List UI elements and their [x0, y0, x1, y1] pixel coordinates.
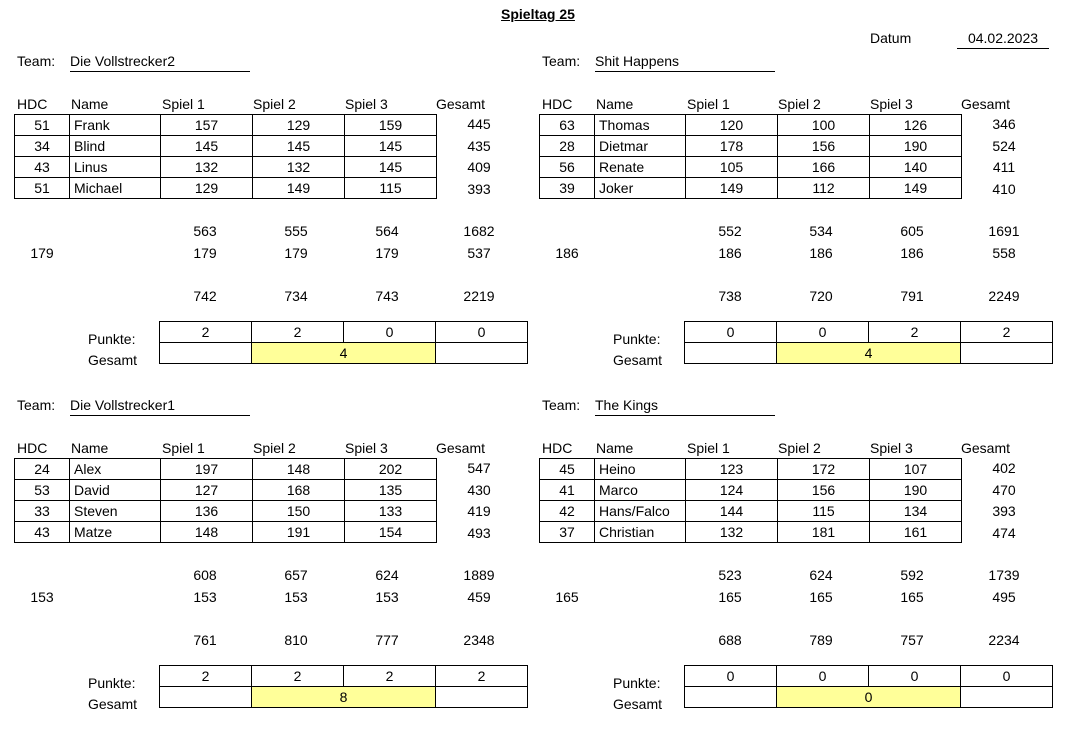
- punkte-row: [685, 666, 1053, 687]
- spiel2-cell: 172: [778, 459, 870, 480]
- punkte-cell: 0: [685, 322, 777, 343]
- hdc-cell: 51: [15, 178, 70, 199]
- gesamt-empty-cell: [961, 687, 1053, 708]
- table-row: [15, 115, 437, 136]
- final-total: 2348: [463, 632, 495, 648]
- hdc_row-s2: 165: [809, 589, 833, 605]
- spiel3-cell: 134: [870, 501, 962, 522]
- gesamt-empty-cell: [685, 343, 777, 364]
- col-header-gesamt: Gesamt: [961, 440, 1011, 456]
- name-cell: Blind: [70, 136, 161, 157]
- punkte-cell: 2: [160, 666, 252, 687]
- table-row: [540, 501, 962, 522]
- total-cell: 445: [467, 116, 491, 132]
- spiel3-cell: 190: [870, 480, 962, 501]
- punkte-cell: 0: [436, 322, 528, 343]
- sum-s2: 534: [809, 223, 833, 239]
- total-cell: 402: [992, 460, 1016, 476]
- hdc_row-s1: 186: [718, 245, 742, 261]
- spiel2-cell: 156: [778, 480, 870, 501]
- spiel3-cell: 107: [870, 459, 962, 480]
- name-cell: Michael: [70, 178, 161, 199]
- col-header-name: Name: [71, 440, 109, 456]
- spiel1-cell: 148: [161, 522, 253, 543]
- team-block: [14, 389, 554, 734]
- final-s1: 761: [193, 632, 217, 648]
- col-header-hdc: HDC: [542, 96, 573, 112]
- hdc_row-s1: 165: [718, 589, 742, 605]
- punkte-row: [685, 322, 1053, 343]
- sum-s1: 608: [193, 567, 217, 583]
- final-s2: 789: [809, 632, 833, 648]
- name-cell: Frank: [70, 115, 161, 136]
- col-header-spiel1: Spiel 1: [162, 96, 205, 112]
- final-s2: 810: [284, 632, 308, 648]
- col-header-spiel3: Spiel 3: [870, 96, 913, 112]
- spiel1-cell: 129: [161, 178, 253, 199]
- col-header-spiel1: Spiel 1: [687, 96, 730, 112]
- col-header-name: Name: [71, 96, 109, 112]
- spiel3-cell: 140: [870, 157, 962, 178]
- spiel1-cell: 149: [686, 178, 778, 199]
- spiel1-cell: 124: [686, 480, 778, 501]
- table-row: [15, 178, 437, 199]
- name-cell: Heino: [595, 459, 686, 480]
- hdc-cell: 34: [15, 136, 70, 157]
- spiel1-cell: 120: [686, 115, 778, 136]
- datum-label: Datum: [870, 30, 912, 46]
- hdc-total: 179: [30, 245, 54, 261]
- name-cell: Dietmar: [595, 136, 686, 157]
- sum-s3: 564: [375, 223, 399, 239]
- spiel2-cell: 181: [778, 522, 870, 543]
- team-label: Team:: [542, 53, 581, 69]
- spiel1-cell: 132: [686, 522, 778, 543]
- spiel2-cell: 166: [778, 157, 870, 178]
- hdc_row-s2: 153: [284, 589, 308, 605]
- hdc_row-total: 495: [992, 589, 1016, 605]
- hdc-cell: 45: [540, 459, 595, 480]
- gesamt-label: Gesamt: [613, 696, 663, 712]
- hdc-cell: 42: [540, 501, 595, 522]
- final-s3: 777: [375, 632, 399, 648]
- col-header-spiel2: Spiel 2: [253, 96, 296, 112]
- spiel2-cell: 129: [253, 115, 345, 136]
- punkte-cell: 2: [344, 666, 436, 687]
- sum-s3: 592: [900, 567, 924, 583]
- hdc_row-s1: 153: [193, 589, 217, 605]
- total-cell: 393: [992, 503, 1016, 519]
- spiel2-cell: 145: [253, 136, 345, 157]
- spiel2-cell: 156: [778, 136, 870, 157]
- hdc-total: 165: [555, 589, 579, 605]
- total-cell: 547: [467, 460, 491, 476]
- col-header-hdc: HDC: [17, 440, 48, 456]
- spiel3-cell: 154: [345, 522, 437, 543]
- col-header-gesamt: Gesamt: [436, 440, 486, 456]
- name-cell: David: [70, 480, 161, 501]
- hdc-cell: 56: [540, 157, 595, 178]
- col-header-spiel1: Spiel 1: [162, 440, 205, 456]
- gesamt-points: 4: [252, 343, 436, 364]
- punkte-cell: 0: [961, 666, 1053, 687]
- punkte-row: [160, 666, 528, 687]
- gesamt-empty-cell: [961, 343, 1053, 364]
- player-table: [539, 114, 962, 199]
- gesamt-row: [685, 687, 1053, 708]
- hdc-cell: 53: [15, 480, 70, 501]
- name-cell: Alex: [70, 459, 161, 480]
- final-s1: 688: [718, 632, 742, 648]
- hdc-cell: 37: [540, 522, 595, 543]
- total-cell: 409: [467, 159, 491, 175]
- punkte-cell: 2: [160, 322, 252, 343]
- total-cell: 430: [467, 481, 491, 498]
- punkte-cell: 0: [777, 666, 869, 687]
- col-header-spiel2: Spiel 2: [778, 440, 821, 456]
- gesamt-empty-cell: [160, 343, 252, 364]
- spiel3-cell: 135: [345, 480, 437, 501]
- hdc-total: 153: [30, 589, 54, 605]
- final-s1: 738: [718, 288, 742, 304]
- hdc_row-s3: 179: [375, 245, 399, 261]
- team-name: The Kings: [595, 397, 775, 416]
- spiel2-cell: 100: [778, 115, 870, 136]
- points-table: [684, 665, 1053, 708]
- punkte-cell: 0: [777, 322, 869, 343]
- sum-s2: 657: [284, 567, 308, 583]
- name-cell: Matze: [70, 522, 161, 543]
- hdc-cell: 39: [540, 178, 595, 199]
- total-cell: 393: [467, 180, 491, 197]
- punkte-cell: 2: [869, 322, 961, 343]
- sum-s1: 552: [718, 223, 742, 239]
- total-cell: 524: [992, 137, 1016, 154]
- col-header-hdc: HDC: [17, 96, 48, 112]
- col-header-name: Name: [596, 440, 634, 456]
- total-cell: 435: [467, 137, 491, 154]
- table-row: [540, 459, 962, 480]
- sum-s1: 523: [718, 567, 742, 583]
- final-s3: 743: [375, 288, 399, 304]
- player-table: [539, 458, 962, 543]
- gesamt-row: [160, 343, 528, 364]
- points-table: [159, 665, 528, 708]
- total-cell: 411: [992, 159, 1016, 175]
- spiel3-cell: 115: [345, 178, 437, 199]
- player-table: [14, 114, 437, 199]
- team-name: Die Vollstrecker1: [70, 397, 250, 416]
- page-title: Spieltag 25: [501, 6, 575, 22]
- punkte-cell: 2: [252, 322, 344, 343]
- gesamt-points: 4: [777, 343, 961, 364]
- final-s1: 742: [193, 288, 217, 304]
- spiel3-cell: 133: [345, 501, 437, 522]
- table-row: [540, 178, 962, 199]
- table-row: [540, 522, 962, 543]
- spiel3-cell: 126: [870, 115, 962, 136]
- spiel2-cell: 115: [778, 501, 870, 522]
- hdc-cell: 28: [540, 136, 595, 157]
- punkte-label: Punkte:: [88, 331, 136, 347]
- spiel1-cell: 144: [686, 501, 778, 522]
- spiel1-cell: 145: [161, 136, 253, 157]
- name-cell: Marco: [595, 480, 686, 501]
- points-table: [684, 321, 1053, 364]
- gesamt-empty-cell: [160, 687, 252, 708]
- punkte-cell: 2: [252, 666, 344, 687]
- final-total: 2234: [988, 632, 1020, 648]
- hdc-cell: 43: [15, 522, 70, 543]
- gesamt-row: [160, 687, 528, 708]
- final-s2: 734: [284, 288, 308, 304]
- total-cell: 346: [992, 116, 1016, 132]
- team-block: [539, 45, 1076, 390]
- final-total: 2249: [988, 288, 1020, 304]
- spiel1-cell: 105: [686, 157, 778, 178]
- spiel3-cell: 161: [870, 522, 962, 543]
- hdc-cell: 24: [15, 459, 70, 480]
- col-header-gesamt: Gesamt: [961, 96, 1011, 112]
- team-block: [539, 389, 1076, 734]
- datum-value: 04.02.2023: [957, 30, 1049, 49]
- team-block: [14, 45, 554, 390]
- col-header-spiel2: Spiel 2: [778, 96, 821, 112]
- table-row: [15, 157, 437, 178]
- name-cell: Renate: [595, 157, 686, 178]
- team-name: Shit Happens: [595, 53, 775, 72]
- table-row: [15, 480, 437, 501]
- spiel1-cell: 127: [161, 480, 253, 501]
- spiel3-cell: 145: [345, 157, 437, 178]
- col-header-spiel2: Spiel 2: [253, 440, 296, 456]
- hdc-cell: 63: [540, 115, 595, 136]
- spiel2-cell: 191: [253, 522, 345, 543]
- team-name: Die Vollstrecker2: [70, 53, 250, 72]
- punkte-cell: 0: [344, 322, 436, 343]
- spiel2-cell: 148: [253, 459, 345, 480]
- total-cell: 493: [467, 524, 491, 541]
- spiel2-cell: 132: [253, 157, 345, 178]
- spiel1-cell: 178: [686, 136, 778, 157]
- spiel1-cell: 197: [161, 459, 253, 480]
- hdc_row-s2: 186: [809, 245, 833, 261]
- spiel2-cell: 149: [253, 178, 345, 199]
- name-cell: Thomas: [595, 115, 686, 136]
- total-cell: 410: [992, 180, 1016, 197]
- hdc_row-s3: 186: [900, 245, 924, 261]
- sum-total: 1889: [463, 567, 495, 583]
- spiel1-cell: 123: [686, 459, 778, 480]
- name-cell: Christian: [595, 522, 686, 543]
- punkte-cell: 0: [685, 666, 777, 687]
- hdc_row-s2: 179: [284, 245, 308, 261]
- sum-s3: 605: [900, 223, 924, 239]
- hdc-cell: 41: [540, 480, 595, 501]
- spiel1-cell: 132: [161, 157, 253, 178]
- final-s3: 791: [900, 288, 924, 304]
- team-label: Team:: [542, 397, 581, 413]
- table-row: [15, 522, 437, 543]
- gesamt-points: 0: [777, 687, 961, 708]
- sum-s2: 555: [284, 223, 308, 239]
- punkte-label: Punkte:: [88, 675, 136, 691]
- sum-s1: 563: [193, 223, 217, 239]
- hdc_row-s3: 165: [900, 589, 924, 605]
- col-header-spiel3: Spiel 3: [345, 440, 388, 456]
- hdc_row-s1: 179: [193, 245, 217, 261]
- hdc-cell: 51: [15, 115, 70, 136]
- spiel2-cell: 150: [253, 501, 345, 522]
- hdc-cell: 33: [15, 501, 70, 522]
- table-row: [540, 157, 962, 178]
- spiel2-cell: 112: [778, 178, 870, 199]
- table-row: [15, 459, 437, 480]
- points-table: [159, 321, 528, 364]
- table-row: [540, 136, 962, 157]
- sum-total: 1682: [463, 223, 495, 239]
- punkte-label: Punkte:: [613, 331, 661, 347]
- spiel3-cell: 159: [345, 115, 437, 136]
- hdc_row-s3: 153: [375, 589, 399, 605]
- col-header-name: Name: [596, 96, 634, 112]
- team-label: Team:: [17, 53, 56, 69]
- col-header-gesamt: Gesamt: [436, 96, 486, 112]
- hdc_row-total: 558: [992, 245, 1016, 261]
- spiel3-cell: 202: [345, 459, 437, 480]
- sum-total: 1691: [988, 223, 1020, 239]
- name-cell: Joker: [595, 178, 686, 199]
- punkte-cell: 2: [961, 322, 1053, 343]
- total-cell: 470: [992, 481, 1016, 498]
- total-cell: 419: [467, 503, 491, 519]
- gesamt-row: [685, 343, 1053, 364]
- gesamt-empty-cell: [685, 687, 777, 708]
- gesamt-label: Gesamt: [613, 352, 663, 368]
- name-cell: Linus: [70, 157, 161, 178]
- hdc-cell: 43: [15, 157, 70, 178]
- final-s2: 720: [809, 288, 833, 304]
- gesamt-empty-cell: [436, 687, 528, 708]
- punkte-cell: 0: [869, 666, 961, 687]
- spiel3-cell: 190: [870, 136, 962, 157]
- gesamt-empty-cell: [436, 343, 528, 364]
- gesamt-points: 8: [252, 687, 436, 708]
- team-label: Team:: [17, 397, 56, 413]
- player-table: [14, 458, 437, 543]
- total-cell: 474: [992, 524, 1016, 541]
- table-row: [540, 480, 962, 501]
- final-s3: 757: [900, 632, 924, 648]
- gesamt-label: Gesamt: [88, 696, 138, 712]
- final-total: 2219: [463, 288, 495, 304]
- table-row: [15, 136, 437, 157]
- sum-total: 1739: [988, 567, 1020, 583]
- spiel1-cell: 157: [161, 115, 253, 136]
- sum-s3: 624: [375, 567, 399, 583]
- col-header-spiel1: Spiel 1: [687, 440, 730, 456]
- hdc-total: 186: [555, 245, 579, 261]
- punkte-label: Punkte:: [613, 675, 661, 691]
- spiel3-cell: 149: [870, 178, 962, 199]
- name-cell: Hans/Falco: [595, 501, 686, 522]
- col-header-spiel3: Spiel 3: [345, 96, 388, 112]
- name-cell: Steven: [70, 501, 161, 522]
- spiel1-cell: 136: [161, 501, 253, 522]
- col-header-hdc: HDC: [542, 440, 573, 456]
- spiel3-cell: 145: [345, 136, 437, 157]
- spiel2-cell: 168: [253, 480, 345, 501]
- hdc_row-total: 459: [467, 589, 491, 605]
- punkte-cell: 2: [436, 666, 528, 687]
- sum-s2: 624: [809, 567, 833, 583]
- col-header-spiel3: Spiel 3: [870, 440, 913, 456]
- hdc_row-total: 537: [467, 245, 491, 261]
- gesamt-label: Gesamt: [88, 352, 138, 368]
- table-row: [15, 501, 437, 522]
- punkte-row: [160, 322, 528, 343]
- table-row: [540, 115, 962, 136]
